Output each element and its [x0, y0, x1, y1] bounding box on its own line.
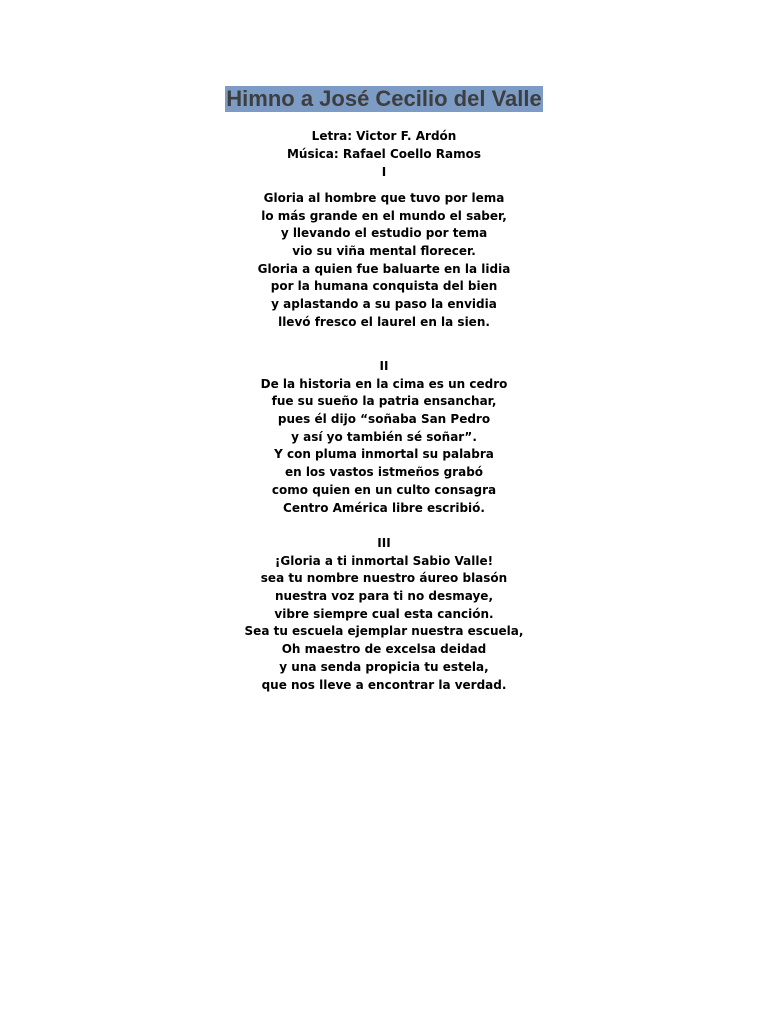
verse-line: y una senda propicia tu estela, [279, 659, 489, 674]
stanza-1 [0, 190, 768, 332]
verse-line: vio su viña mental florecer. [292, 244, 476, 259]
verse-line: Sea tu escuela ejemplar nuestra escuela, [244, 624, 524, 639]
stanza-numeral-1: I [381, 165, 387, 179]
stanza-3 [0, 535, 768, 694]
verse-line: y llevando el estudio por tema [280, 226, 488, 241]
verse-line: Y con pluma inmortal su palabra [274, 447, 494, 462]
verse-line: Centro América libre escribió. [283, 500, 485, 515]
verse-line: fue su sueño la patria ensanchar, [271, 394, 497, 409]
credits-block [0, 127, 768, 181]
verse-line: vibre siempre cual esta canción. [274, 606, 494, 621]
verse-line: como quien en un culto consagra [271, 482, 497, 497]
title-container [0, 86, 768, 112]
verse-line: sea tu nombre nuestro áureo blasón [260, 571, 508, 586]
verse-line: llevó fresco el laurel en la sien. [278, 314, 490, 329]
verse-line: que nos lleve a encontrar la verdad. [261, 677, 507, 692]
stanza-2 [0, 358, 768, 517]
verse-line: ¡Gloria a ti inmortal Sabio Valle! [274, 553, 494, 568]
verse-line: pues él dijo “soñaba San Pedro [277, 412, 491, 427]
stanza-numeral-2: II [379, 359, 389, 373]
verse-line: y aplastando a su paso la envidia [271, 297, 497, 312]
lyrics-credit: Letra: Victor F. Ardón [311, 129, 457, 143]
verse-line: Oh maestro de excelsa deidad [281, 642, 487, 657]
verse-line: Gloria al hombre que tuvo por lema [263, 191, 505, 205]
document-title: Himno a José Cecilio del Valle [226, 86, 542, 111]
verse-line: por la humana conquista del bien [270, 279, 498, 294]
verse-line: lo más grande en el mundo el saber, [261, 208, 507, 223]
stanza-numeral-3: III [377, 536, 391, 550]
verse-line: nuestra voz para ti no desmaye, [274, 589, 494, 604]
verse-line: en los vastos istmeños grabó [284, 465, 484, 480]
music-credit: Música: Rafael Coello Ramos [286, 147, 482, 161]
verse-line: De la historia en la cima es un cedro [260, 376, 508, 391]
verse-line: Gloria a quien fue baluarte en la lidia [257, 261, 511, 276]
verse-line: y así yo también sé soñar”. [291, 429, 477, 444]
